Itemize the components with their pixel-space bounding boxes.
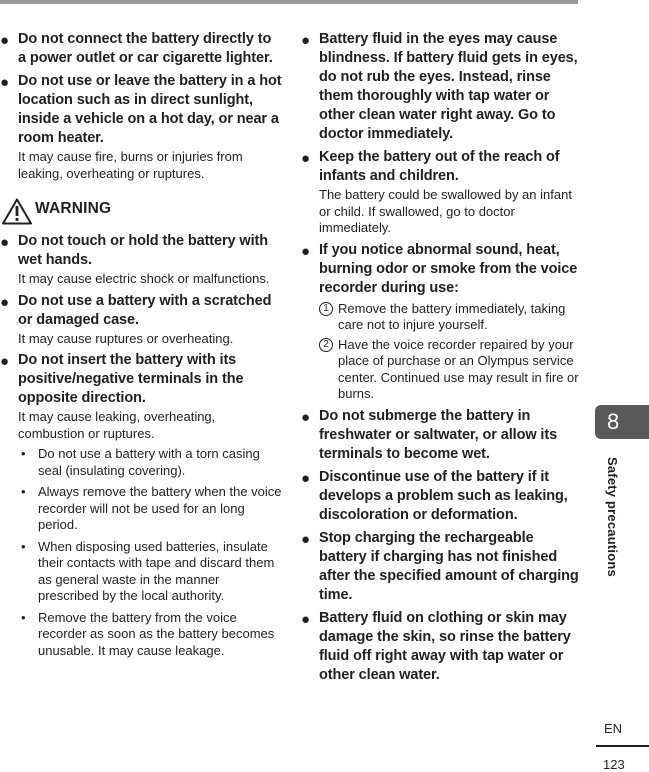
precaution-item <box>301 148 582 237</box>
sub-bullet-item <box>18 446 282 479</box>
page-number: 123 <box>603 757 625 772</box>
precaution-item <box>301 407 582 464</box>
precaution-item <box>0 232 282 288</box>
sub-bullet-icon: • <box>21 609 26 625</box>
bullet-icon: ● <box>0 32 10 49</box>
bullet-icon: ● <box>301 469 311 487</box>
precaution-description: It may cause leaking, overheating, combustion or ruptures. <box>18 409 216 441</box>
step-number-icon: 2 <box>319 338 333 352</box>
top-rule <box>0 0 578 4</box>
bullet-icon: ● <box>301 408 311 426</box>
precaution-heading: Battery fluid on clothing or skin may damage the skin, so rinse the battery fluid off right away with tap water or other clean water. <box>319 609 571 683</box>
precaution-heading: Stop charging the rechargeable battery if charging has not finished after the specified amount of charging time. <box>319 529 579 603</box>
precaution-heading: Discontinue use of the battery if it develops a problem such as leaking, discoloration or deformation. <box>319 468 568 523</box>
warning-label: WARNING <box>35 200 112 217</box>
sub-bullet-text: Always remove the battery when the voice recorder will not be used for an long period. <box>38 484 282 532</box>
precaution-item <box>301 468 582 525</box>
step-text: Remove the battery immediately, taking care not to injure yourself. <box>338 300 566 332</box>
precaution-item <box>0 292 282 348</box>
sub-bullet-text: Do not use a battery with a torn casing seal (insulating covering). <box>38 446 260 478</box>
precaution-description: It may cause electric shock or malfunctions. <box>18 271 270 286</box>
numbered-step <box>319 301 582 334</box>
precaution-heading: Battery fluid in the eyes may cause blindness. If battery fluid gets in eyes, do not rub the eyes. Instead, rinse them thoroughly with tap water or other clean water right away. Go to doctor immediately. <box>319 31 578 142</box>
sub-bullet-text: When disposing used batteries, insulate their contacts with tape and discard them as general waste in the manner prescribed by the local authority. <box>38 538 275 603</box>
bullet-icon: ● <box>301 530 311 548</box>
precaution-heading: Do not insert the battery with its positive/negative terminals in the opposite direction. <box>18 352 244 406</box>
step-number-icon: 1 <box>319 302 333 316</box>
precaution-heading: If you notice abnormal sound, heat, burning odor or smoke from the voice recorder during use: <box>319 241 578 296</box>
precaution-item <box>301 609 582 685</box>
numbered-steps <box>319 301 582 403</box>
precaution-description: It may cause ruptures or overheating. <box>18 330 234 346</box>
bullet-icon: ● <box>301 610 311 628</box>
precaution-item <box>301 529 582 605</box>
chapter-title-text: Safety precautions <box>605 457 620 577</box>
sub-bullet-text: Remove the battery from the voice recorder as soon as the battery becomes unusable. It may cause leakage. <box>38 609 275 658</box>
precaution-heading: Do not use a battery with a scratched or damaged case. <box>18 292 272 328</box>
bullet-icon: ● <box>0 234 10 251</box>
sub-bullet-icon: • <box>21 446 26 461</box>
precaution-heading: Do not submerge the battery in freshwater or saltwater, or allow its terminals to become wet. <box>319 407 558 462</box>
precaution-heading: Do not connect the battery directly to a power outlet or car cigarette lighter. <box>18 31 273 66</box>
left-column <box>0 30 282 664</box>
precaution-heading: Keep the battery out of the reach of infants and children. <box>319 149 560 184</box>
bullet-icon: ● <box>0 74 10 91</box>
language-code: EN <box>604 721 623 736</box>
sub-bullet-item <box>18 484 282 534</box>
footer-rule <box>596 745 649 747</box>
sub-bullet-item <box>18 610 282 660</box>
precaution-description: The battery could be swallowed by an infant or child. If swallowed, go to doctor immediately. <box>319 187 572 235</box>
precaution-item <box>301 30 582 144</box>
bullet-icon: ● <box>301 150 311 167</box>
warning-heading <box>0 196 282 226</box>
bullet-icon: ● <box>301 32 311 49</box>
right-column <box>301 30 582 687</box>
precaution-item <box>301 241 582 403</box>
chapter-title <box>602 457 622 577</box>
bullet-icon: ● <box>0 293 10 311</box>
step-text: Have the voice recorder repaired by your place of purchase or an Olympus service center. Continued use may result in fire or burns. <box>338 336 579 401</box>
sub-bullet-icon: • <box>21 538 26 554</box>
bullet-icon: ● <box>301 242 311 260</box>
precaution-item <box>0 351 282 442</box>
chapter-number-tab: 8 <box>595 405 649 439</box>
precaution-heading: Do not touch or hold the battery with wet hands. <box>18 233 269 268</box>
precaution-heading: Do not use or leave the battery in a hot location such as in direct sunlight, inside a vehicle on a hot day, or near a room heater. <box>18 73 282 146</box>
precaution-item <box>0 30 282 68</box>
sub-bullet-list <box>0 446 282 659</box>
precaution-description: It may cause fire, burns or injuries from leaking, overheating or ruptures. <box>18 149 243 181</box>
sub-bullet-item <box>18 539 282 605</box>
numbered-step <box>319 337 582 403</box>
sub-bullet-icon: • <box>21 484 26 499</box>
bullet-icon: ● <box>0 353 10 370</box>
warning-triangle-icon <box>2 198 32 225</box>
precaution-item <box>0 72 282 182</box>
